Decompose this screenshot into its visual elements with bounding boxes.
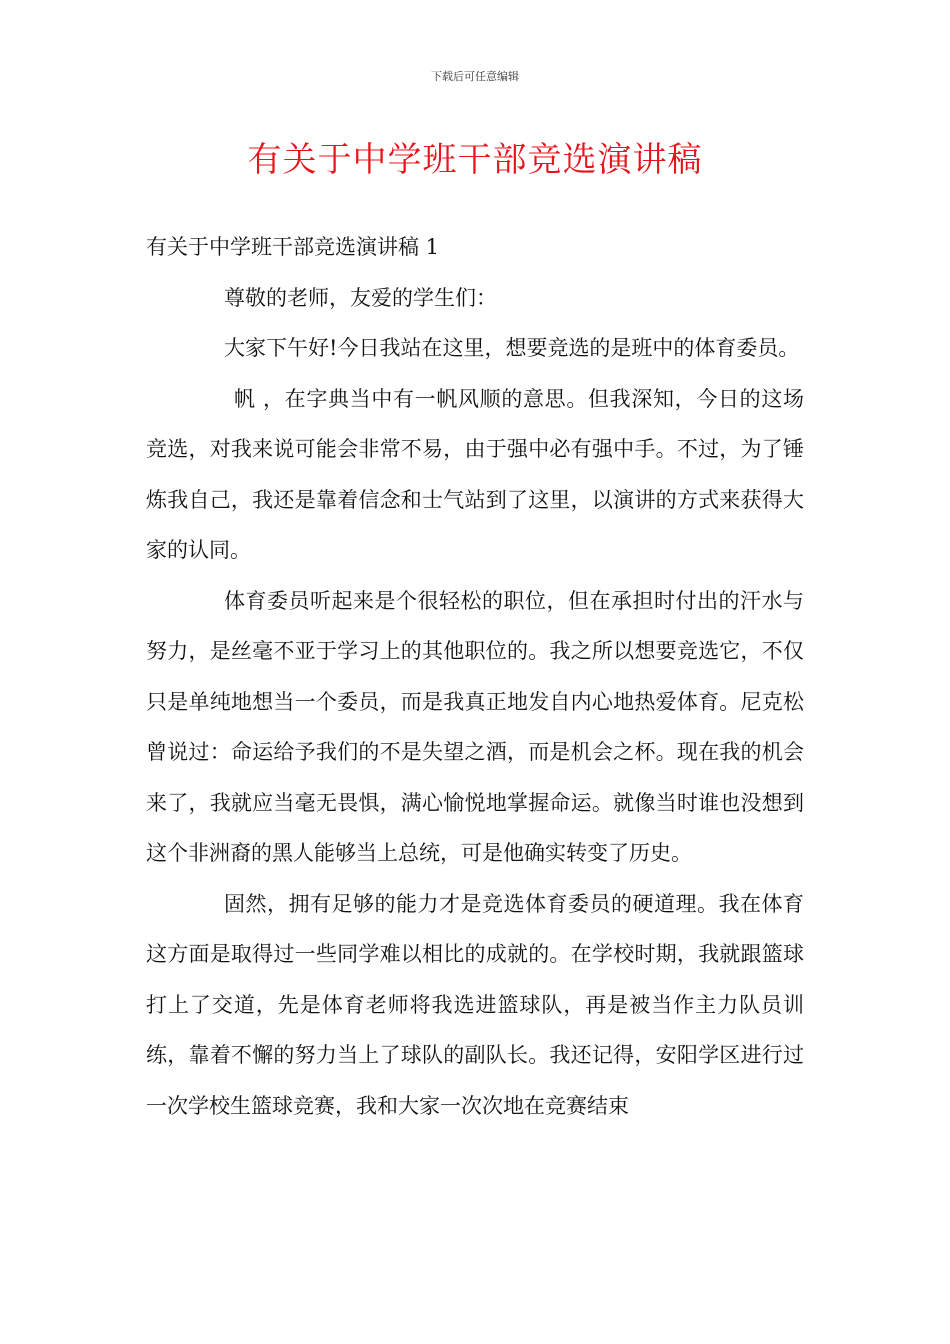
document-title: 有关于中学班干部竞选演讲稿	[247, 140, 703, 180]
section-heading: 有关于中学班干部竞选演讲稿 1	[146, 235, 440, 259]
header-note: 下载后可任意编辑	[431, 70, 519, 83]
paragraph-role: 体育委员听起来是个很轻松的职位，但在承担时付出的汗水与努力，是丝毫不亚于学习上的其他职位的。我之所以想要竞选它，不仅只是单纯地想当一个委员，而是我真正地发自内心地热爱体育。尼克松曾说过：命运给予我们的不是失望之酒，而是机会之杯。现在我的机会来了，我就应当毫无畏惧，满心愉悦地掌握命运。就像当时谁也没想到这个非洲裔的黑人能够当上总统，可是他确实转变了历史。	[146, 588, 804, 865]
paragraph-sail: 帆 ，在字典当中有一帆风顺的意思。但我深知，今日的这场竞选，对我来说可能会非常不易，由于强中必有强中手。不过，为了锤炼我自己，我还是靠着信念和士气站到了这里，以演讲的方式来获得大家的认同。	[146, 386, 804, 562]
paragraph-greeting: 尊敬的老师，友爱的学生们：	[224, 285, 497, 310]
paragraph-ability: 固然，拥有足够的能力才是竞选体育委员的硬道理。我在体育这方面是取得过一些同学难以相比的成就的。在学校时期，我就跟篮球打上了交道，先是体育老师将我选进篮球队，再是被当作主力队员训练，靠着不懈的努力当上了球队的副队长。我还记得，安阳学区进行过一次学校生篮球竞赛，我和大家一次次地在竞赛结束	[146, 891, 804, 1118]
document-body	[146, 222, 804, 1131]
paragraph-intro: 大家下午好!今日我站在这里，想要竞选的是班中的体育委员。	[224, 336, 800, 360]
